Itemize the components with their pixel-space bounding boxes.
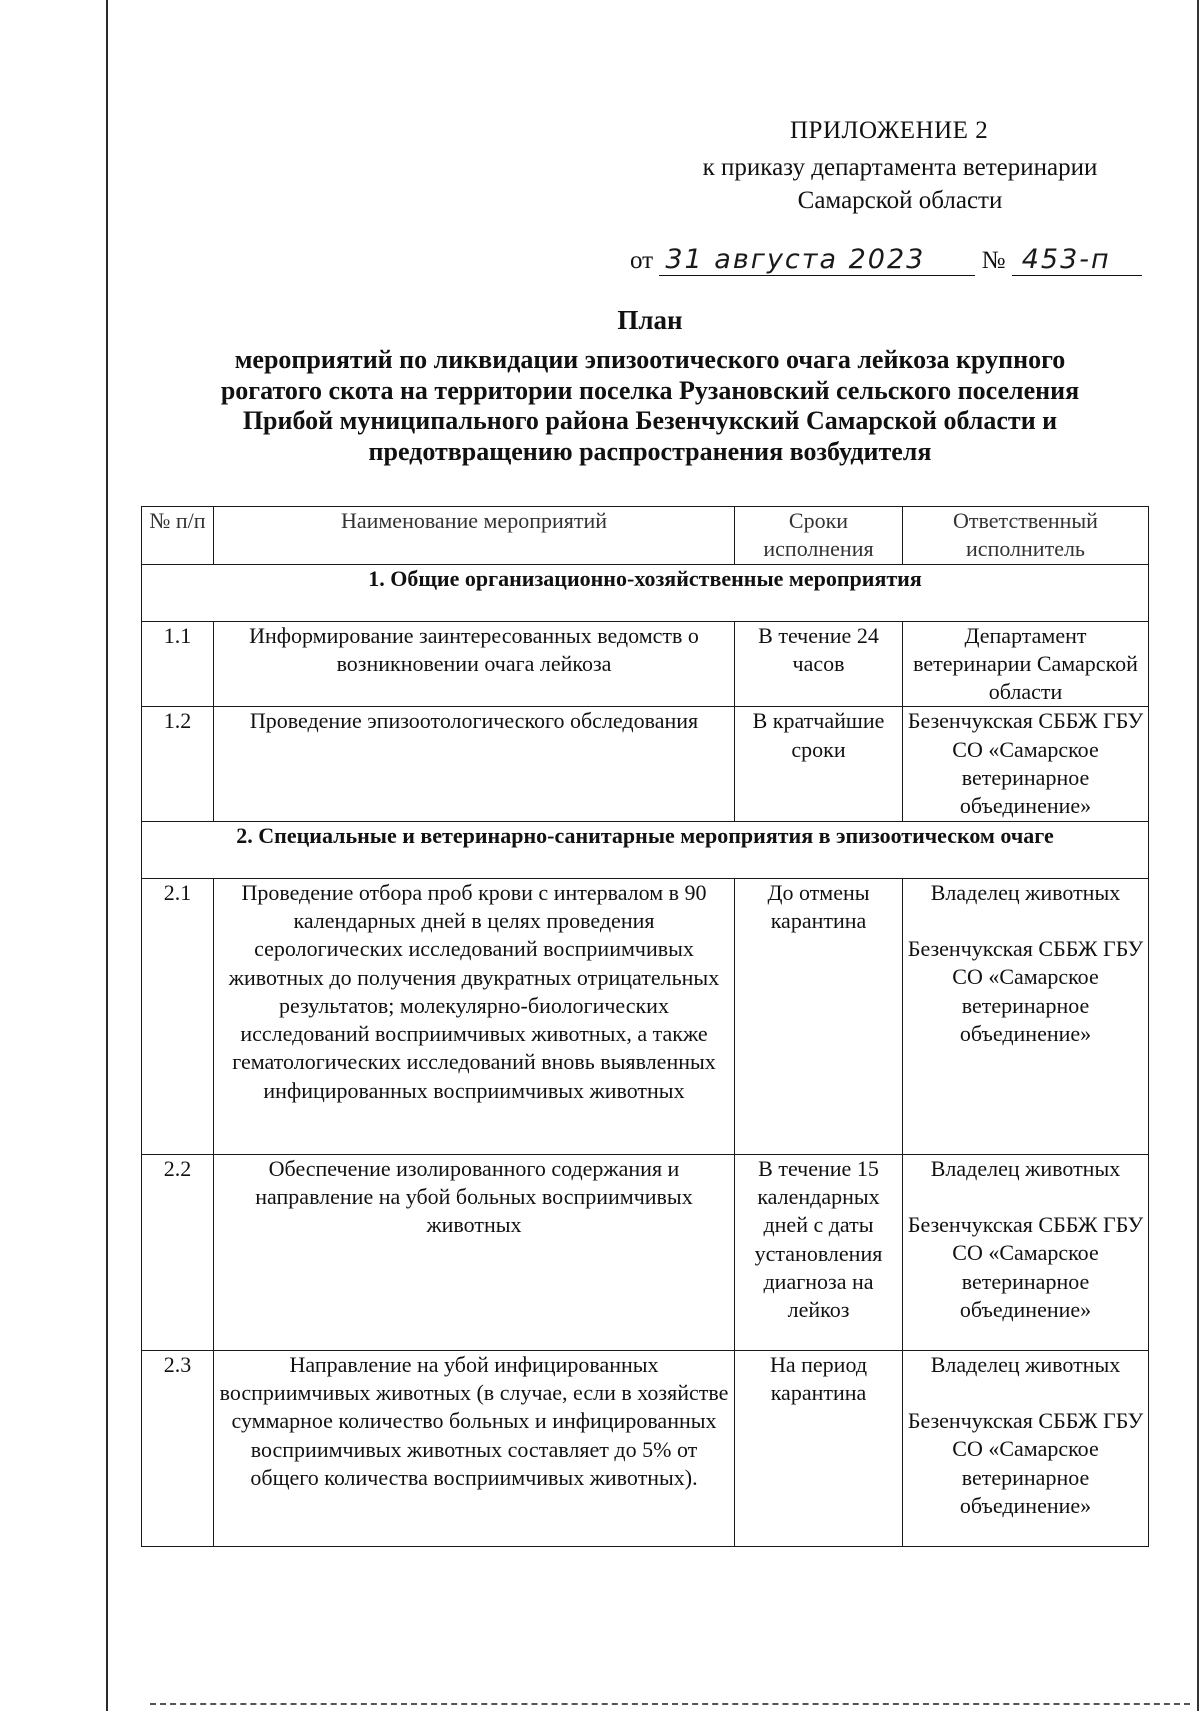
appendix-order-line: к приказу департамента ветеринарии (702, 154, 1098, 181)
table-row (142, 707, 1149, 821)
header-num: № п/п (142, 507, 214, 565)
plan-heading-line: предотвращению распространения возбудителя (368, 436, 932, 466)
scan-edge-right (1197, 0, 1199, 1711)
row-responsible: Безенчукская СББЖ ГБУ СО «Самарское ветеринарное объединение» (907, 1407, 1144, 1518)
order-number-label: № (981, 247, 1006, 274)
row-name: Обеспечение изолированного содержания и направление на убой больных восприимчивых животных (214, 1154, 735, 1350)
row-name: Проведение отбора проб крови с интервалом в 90 календарных дней в целях проведения серологических исследований восприимчивых животных до получения двукратных отрицательных результатов; молекулярно-биологических исследований восприимчивых животных, а также гематологических исследований вновь выявленных инфицированных восприимчивых животных (214, 878, 735, 1154)
order-from-label: от (630, 247, 654, 274)
row-responsible: Безенчукская СББЖ ГБУ СО «Самарское ветеринарное объединение» (907, 1211, 1144, 1322)
section-title: 2. Специальные и ветеринарно-санитарные мероприятия в эпизоотическом очаге (142, 821, 1149, 878)
appendix-region-line: Самарской области (797, 187, 1003, 214)
row-owner: Владелец животных (930, 1351, 1121, 1377)
table-header-row (142, 507, 1149, 565)
header-responsible: Ответственный исполнитель (903, 507, 1149, 565)
table-row (142, 621, 1149, 707)
row-name: Информирование заинтересованных ведомств о возникновении очага лейкоза (214, 621, 735, 707)
section-title: 1. Общие организационно-хозяйственные мероприятия (142, 564, 1149, 621)
scan-edge-bottom (150, 1703, 1190, 1705)
row-name: Проведение эпизоотологического обследования (214, 707, 735, 821)
row-term: На период карантина (735, 1350, 903, 1546)
row-term: В течение 24 часов (735, 621, 903, 707)
row-responsible-cell (903, 1154, 1149, 1350)
table-row (142, 1154, 1149, 1350)
scan-edge-left (106, 0, 108, 1711)
row-responsible: Безенчукская СББЖ ГБУ СО «Самарское ветеринарное объединение» (903, 707, 1149, 821)
row-owner: Владелец животных (930, 879, 1121, 905)
plan-heading-line: мероприятий по ликвидации эпизоотического очага лейкоза крупного (234, 345, 1066, 374)
plan-heading-line: Прибой муниципального района Безенчукский Самарской области и (242, 406, 1058, 435)
header-name: Наименование мероприятий (214, 507, 735, 565)
row-term: В кратчайшие сроки (735, 707, 903, 821)
row-owner: Владелец животных (930, 1155, 1121, 1181)
header-term: Сроки исполнения (735, 507, 903, 565)
plan-heading (140, 345, 1160, 467)
row-num: 1.2 (142, 707, 214, 821)
plan-title: План (617, 305, 683, 335)
order-date: 31 августа 2023 (659, 244, 975, 276)
row-num: 1.1 (142, 621, 214, 707)
row-term: До отмены карантина (735, 878, 903, 1154)
row-term: В течение 15 календарных дней с даты установления диагноза на лейкоз (735, 1154, 903, 1350)
measures-table (141, 506, 1149, 1547)
order-number: 453-п (1012, 244, 1142, 276)
row-responsible-cell (903, 1350, 1149, 1546)
section-row (142, 821, 1149, 878)
row-name: Направление на убой инфицированных восприимчивых животных (в случае, если в хозяйстве суммарное количество больных и инфицированных восприимчивых животных составляет до 5% от общего количества восприимчивых животных). (214, 1350, 735, 1546)
section-row (142, 564, 1149, 621)
row-responsible: Департамент ветеринарии Самарской области (903, 621, 1149, 707)
row-responsible-cell (903, 878, 1149, 1154)
row-num: 2.1 (142, 878, 214, 1154)
table-row (142, 878, 1149, 1154)
row-num: 2.2 (142, 1154, 214, 1350)
table-row (142, 1350, 1149, 1546)
row-num: 2.3 (142, 1350, 214, 1546)
appendix-title: ПРИЛОЖЕНИЕ 2 (790, 117, 989, 144)
plan-heading-line: рогатого скота на территории поселка Рузановский сельского поселения (220, 375, 1080, 405)
order-reference (630, 244, 1142, 276)
row-responsible: Безенчукская СББЖ ГБУ СО «Самарское ветеринарное объединение» (907, 935, 1144, 1046)
